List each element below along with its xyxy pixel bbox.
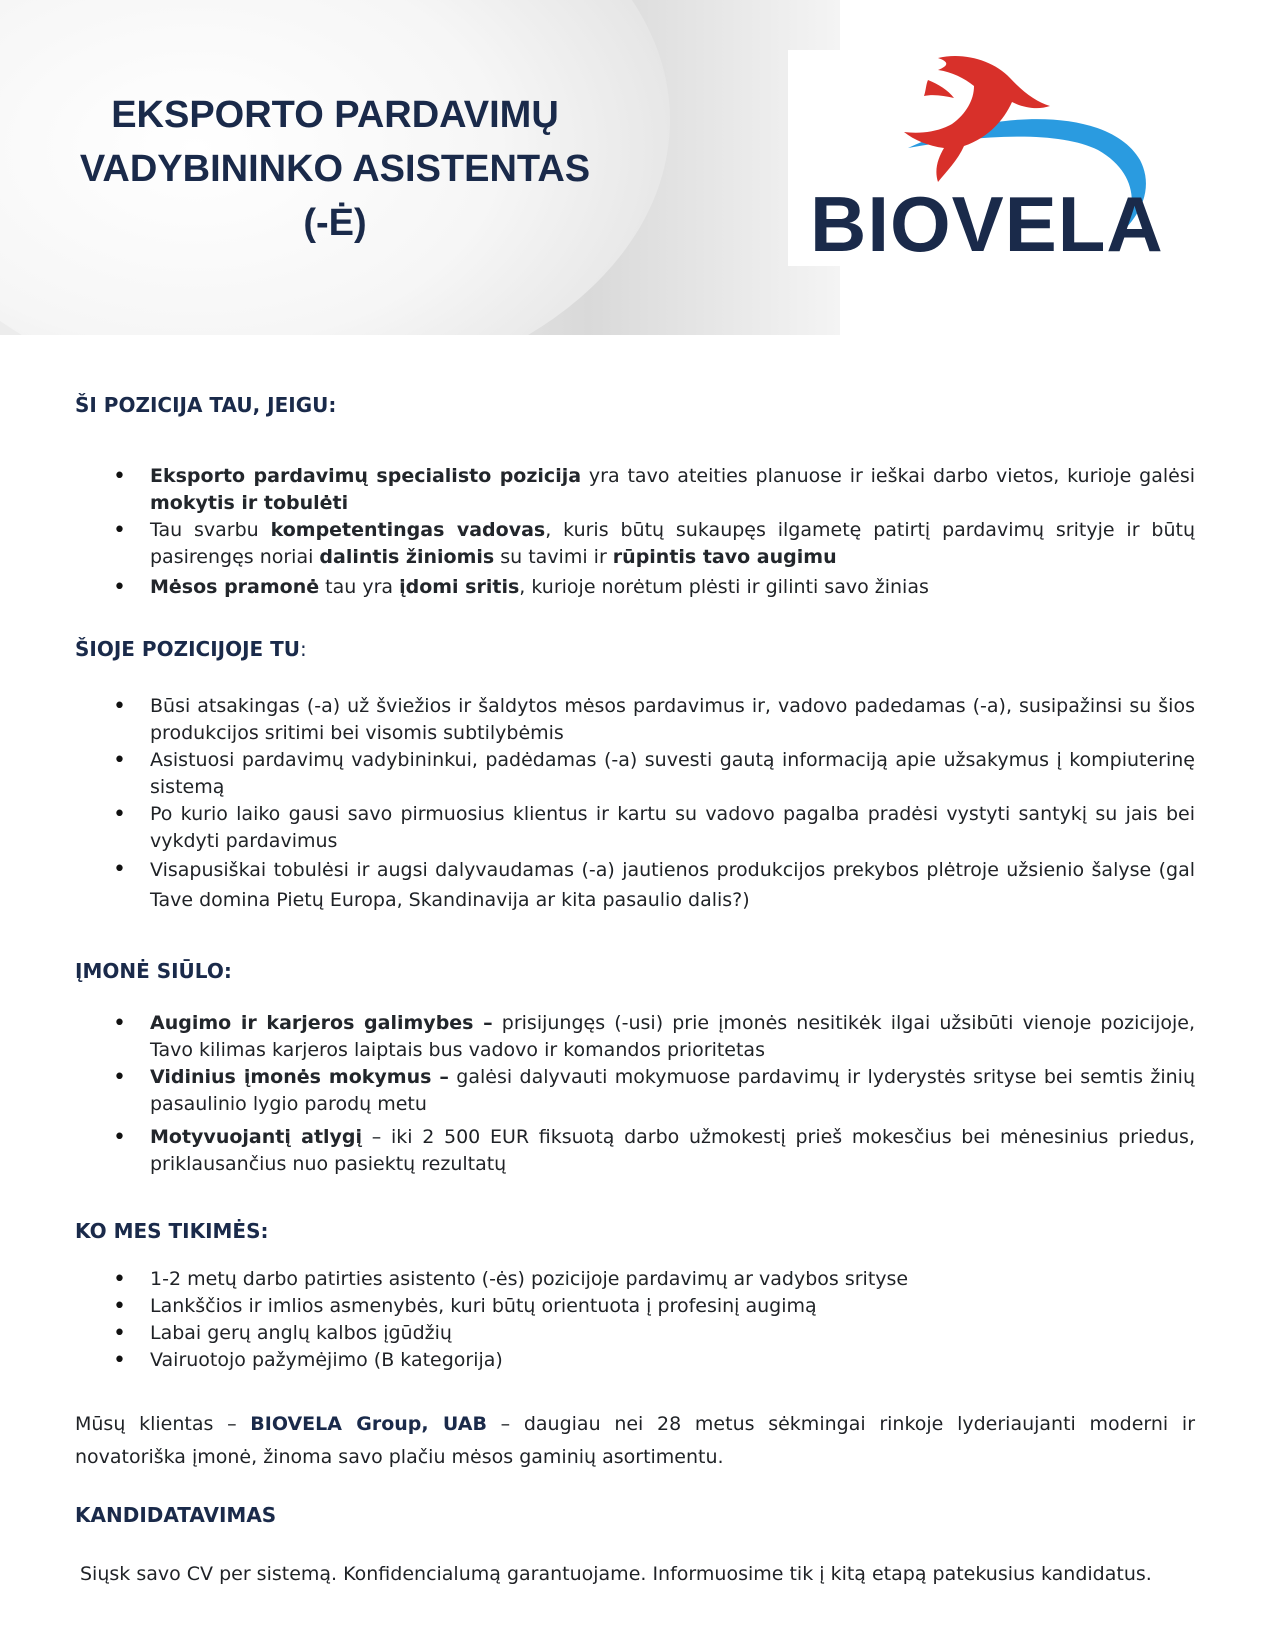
job-title (30, 88, 640, 250)
list-item: • Eksporto pardavimų specialisto pozicija yra tavo ateities planuose ir ieškai darbo vietos, kurioje galėsi mokytis ir tobulėti (75, 463, 1195, 517)
biovela-logo (788, 50, 1208, 266)
section-title-offer: ĮMONĖ SIŪLO: (75, 959, 232, 983)
section-title-position: ŠI POZICIJA TAU, JEIGU: (75, 393, 337, 417)
client-paragraph: Mūsų klientas – BIOVELA Group, UAB – daugiau nei 28 metus sėkmingai rinkoje lyderiaujanti moderni ir novatoriška įmonė, žinoma savo plačiu mėsos gaminių asortimentu. (75, 1413, 1196, 1468)
list-item: • Augimo ir karjeros galimybes – prisijungęs (-usi) prie įmonės nesitikėk ilgai užsibūti vienoje pozicijoje, Tavo kilimas karjeros laiptais bus vadovo ir komandos prioritetas (75, 1010, 1195, 1064)
biovela-logo-text: BIOVELA (810, 180, 1164, 268)
section-title-apply: KANDIDATAVIMAS (75, 1503, 277, 1527)
position-list (75, 463, 1195, 601)
list-item: • Asistuosi pardavimų vadybininkui, padėdamas (-a) suvesti gautą informaciją apie užsakymus į kompiuterinę sistemą (75, 747, 1195, 801)
list-item: • Vidinius įmonės mokymus – galėsi dalyvauti mokymuose pardavimų ir lyderystės srityse bei semtis žinių pasaulinio lygio parodų metu (75, 1064, 1195, 1118)
list-item: • 1-2 metų darbo patirties asistento (-ės) pozicijoje pardavimų ar vadybos srityse (75, 1266, 1195, 1293)
list-item: • Visapusiškai tobulėsi ir augsi dalyvaudamas (-a) jautienos produkcijos prekybos plėtroje užsienio šalyse (gal Tave domina Pietų Europa, Skandinavija ar kita pasaulio dalis?) (75, 855, 1195, 915)
list-item: • Po kurio laiko gausi savo pirmuosius klientus ir kartu su vadovo pagalba pradėsi vystyti santykį su jais bei vykdyti pardavimus (75, 801, 1195, 855)
role-list (75, 693, 1195, 915)
offer-list (75, 1010, 1195, 1178)
list-item: • Labai gerų anglų kalbos įgūdžių (75, 1320, 1195, 1347)
header-banner (0, 0, 1275, 335)
list-item: • Motyvuojantį atlygį – iki 2 500 EUR fiksuotą darbo užmokestį prieš mokesčius bei mėnesinius priedus, priklausančius nuo pasiektų rezultatų (75, 1124, 1195, 1178)
job-title-line-1: EKSPORTO PARDAVIMŲ (111, 94, 559, 136)
list-item: • Mėsos pramonė tau yra įdomi sritis, kurioje norėtum plėsti ir gilinti savo žinias (75, 574, 1195, 601)
job-title-line-2: VADYBININKO ASISTENTAS (79, 148, 591, 190)
list-item: • Tau svarbu kompetentingas vadovas, kuris būtų sukaupęs ilgametę patirtį pardavimų srityje ir būtų pasirengęs noriai dalintis žiniomis su tavimi ir rūpintis tavo augimu (75, 517, 1195, 571)
list-item: • Vairuotojo pažymėjimo (B kategorija) (75, 1347, 1195, 1374)
section-title-role: ŠIOJE POZICIJOJE TU: (75, 637, 307, 661)
job-title-line-3: (-Ė) (303, 202, 367, 244)
list-item: • Būsi atsakingas (-a) už šviežios ir šaldytos mėsos pardavimus ir, vadovo padedamas (-a), susipažinsi su šios produkcijos sritimi bei visomis subtilybėmis (75, 693, 1195, 747)
apply-text: Siųsk savo CV per sistemą. Konfidencialumą garantuojame. Informuosime tik į kitą etapą patekusius kandidatus. (80, 1563, 1152, 1585)
expectation-list (75, 1266, 1195, 1374)
list-item: • Lankščios ir imlios asmenybės, kuri būtų orientuota į profesinį augimą (75, 1293, 1195, 1320)
section-title-expect: KO MES TIKIMĖS: (75, 1219, 269, 1243)
